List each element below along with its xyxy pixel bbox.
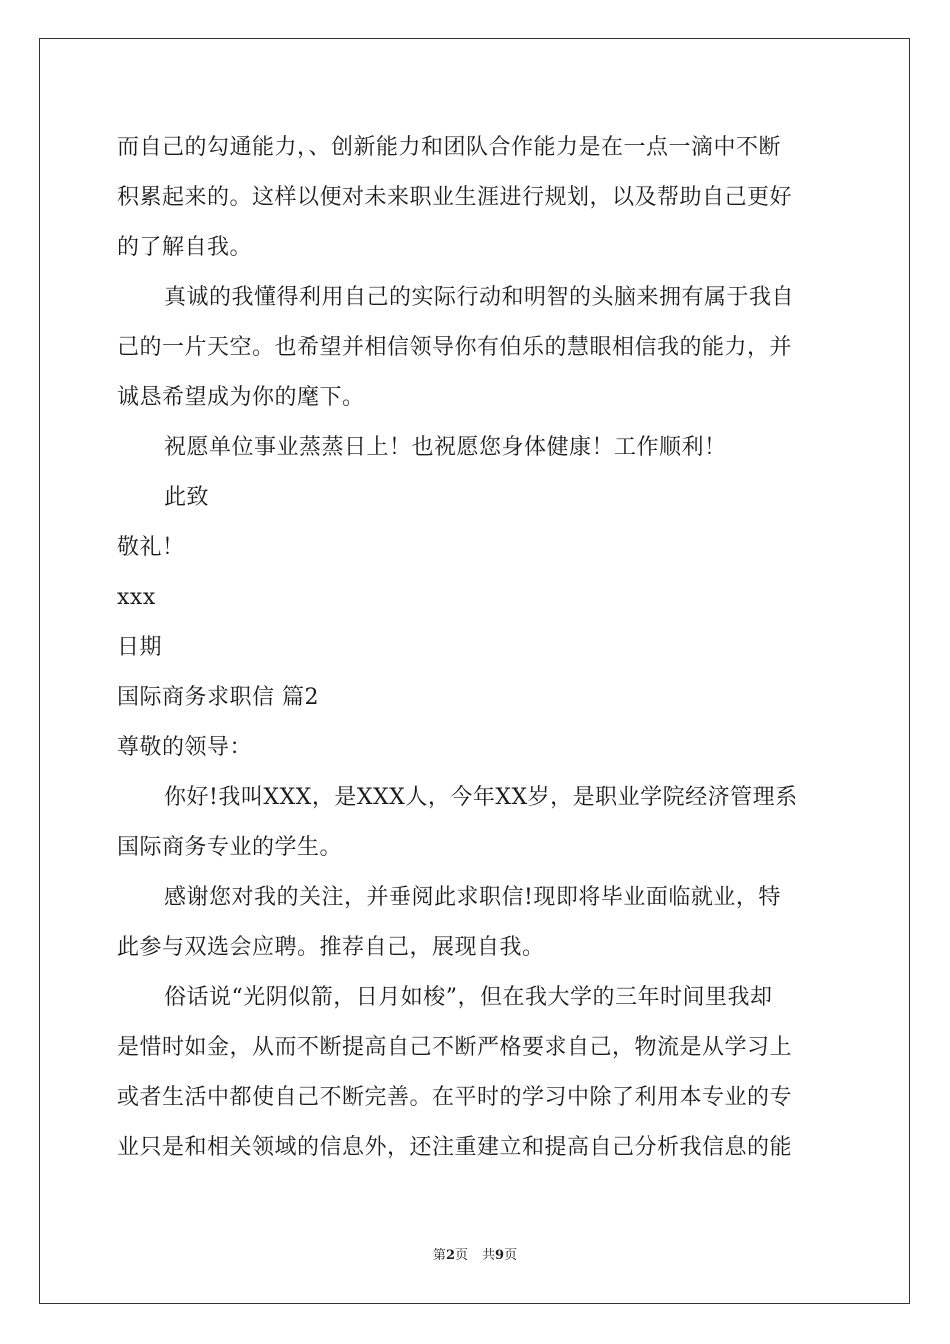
text-line: 的了解自我。 [117,235,253,260]
total-prefix: 共 [482,1248,496,1263]
text-line: 你好!我叫XXX，是XXX人，今年XX岁，是职业学院经济管理系 [164,785,798,810]
text-line: 诚恳希望成为你的麾下。 [117,385,365,410]
text-line: 己的一片天空。也希望并相信领导你有伯乐的慧眼相信我的能力，并 [117,335,793,360]
total-suffix: 页 [504,1248,518,1263]
text-line: 业只是和相关领域的信息外，还注重建立和提高自己分析我信息的能 [117,1135,793,1160]
text-line: 是惜时如金，从而不断提高自己不断严格要求自己，物流是从学习上 [117,1035,793,1060]
text-line: 积累起来的。这样以便对未来职业生涯进行规划，以及帮助自己更好 [117,185,793,210]
current-page-number: 2 [445,1248,455,1263]
text-line: 此致 [164,485,210,510]
text-line: 国际商务求职信 篇2 [117,685,319,710]
text-line: 国际商务专业的学生。 [117,835,343,860]
page-prefix: 第 [432,1248,446,1263]
total-page-number: 9 [495,1248,505,1263]
text-line: 或者生活中都使自己不断完善。在平时的学习中除了利用本专业的专 [117,1085,793,1110]
text-line: 尊敬的领导： [117,735,253,760]
text-line: 而自己的勾通能力，、创新能力和团队合作能力是在一点一滴中不断 [117,135,782,160]
text-line: 祝愿单位事业蒸蒸日上！也祝愿您身体健康！工作顺利！ [164,435,727,460]
text-line: 感谢您对我的关注，并垂阅此求职信!现即将毕业面临就业，特 [164,885,781,910]
page-suffix: 页 [454,1248,468,1263]
text-line: xxx [117,585,156,610]
page-footer [0,1247,950,1265]
text-line: 真诚的我懂得利用自己的实际行动和明智的头脑来拥有属于我自 [164,285,795,310]
text-line: 此参与双选会应聘。推荐自己，展现自我。 [117,935,545,960]
document-body [117,123,837,1173]
text-line: 敬礼！ [117,535,185,560]
text-line: 俗话说“光阴似箭，日月如梭”，但在我大学的三年时间里我却 [164,985,773,1010]
text-line: 日期 [117,635,163,660]
